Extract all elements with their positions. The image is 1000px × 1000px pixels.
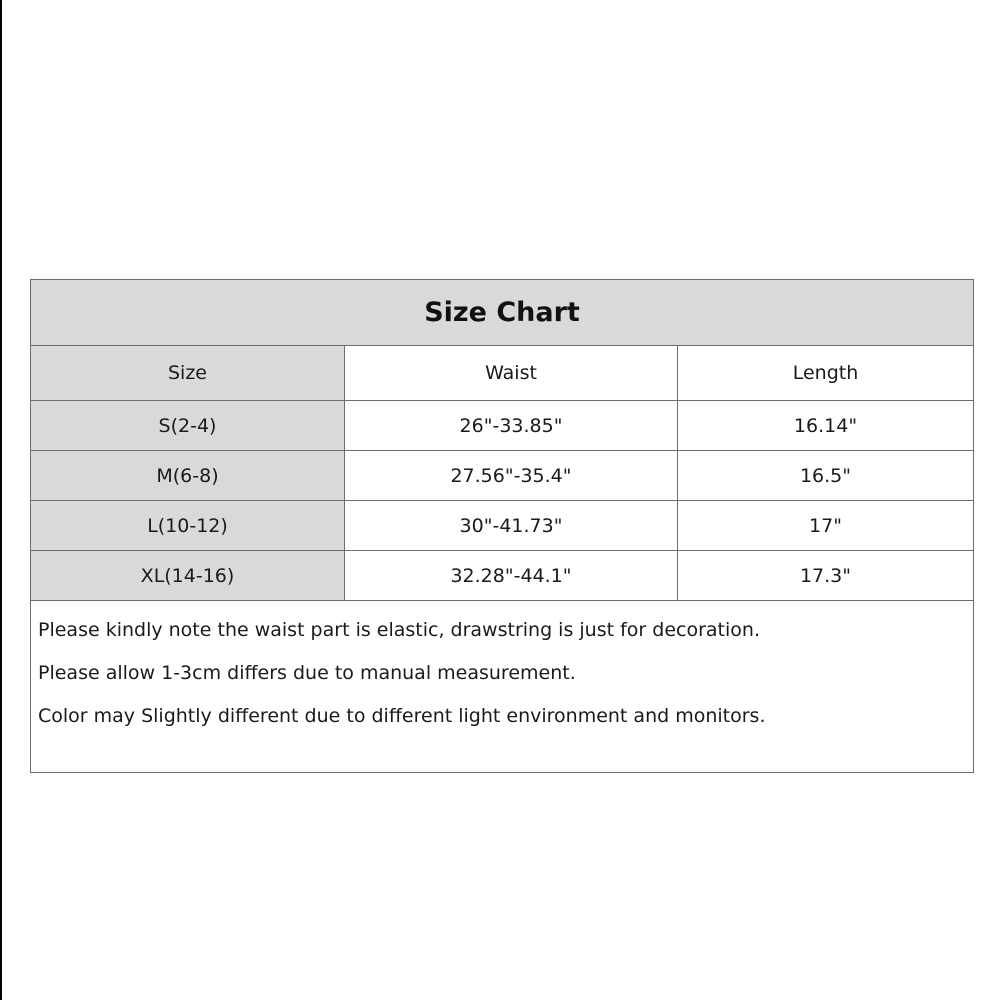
waist-cell: 30"-41.73" xyxy=(345,501,678,551)
length-cell: 17.3" xyxy=(678,551,974,601)
waist-cell: 32.28"-44.1" xyxy=(345,551,678,601)
size-cell: M(6-8) xyxy=(31,451,345,501)
note-color-difference: Color may Slightly different due to different light environment and monitors. xyxy=(38,705,766,727)
length-cell: 16.14" xyxy=(678,401,974,451)
waist-cell: 26"-33.85" xyxy=(345,401,678,451)
length-cell: 16.5" xyxy=(678,451,974,501)
length-cell: 17" xyxy=(678,501,974,551)
note-measurement-tolerance: Please allow 1-3cm differs due to manual measurement. xyxy=(38,662,576,684)
waist-cell: 27.56"-35.4" xyxy=(345,451,678,501)
size-cell: XL(14-16) xyxy=(31,551,345,601)
column-header-size: Size xyxy=(31,346,345,401)
notes-row xyxy=(31,601,974,773)
note-elastic-waist: Please kindly note the waist part is elastic, drawstring is just for decoration. xyxy=(38,619,760,641)
notes-cell xyxy=(31,601,974,773)
size-chart-table xyxy=(30,279,974,773)
table-row xyxy=(31,551,974,601)
size-cell: S(2-4) xyxy=(31,401,345,451)
column-header-length: Length xyxy=(678,346,974,401)
table-row xyxy=(31,451,974,501)
table-title-row xyxy=(31,280,974,346)
size-cell: L(10-12) xyxy=(31,501,345,551)
table-header-row xyxy=(31,346,974,401)
column-header-waist: Waist xyxy=(345,346,678,401)
table-row xyxy=(31,501,974,551)
left-border-line xyxy=(0,0,2,1000)
table-row xyxy=(31,401,974,451)
table-title: Size Chart xyxy=(31,280,974,346)
